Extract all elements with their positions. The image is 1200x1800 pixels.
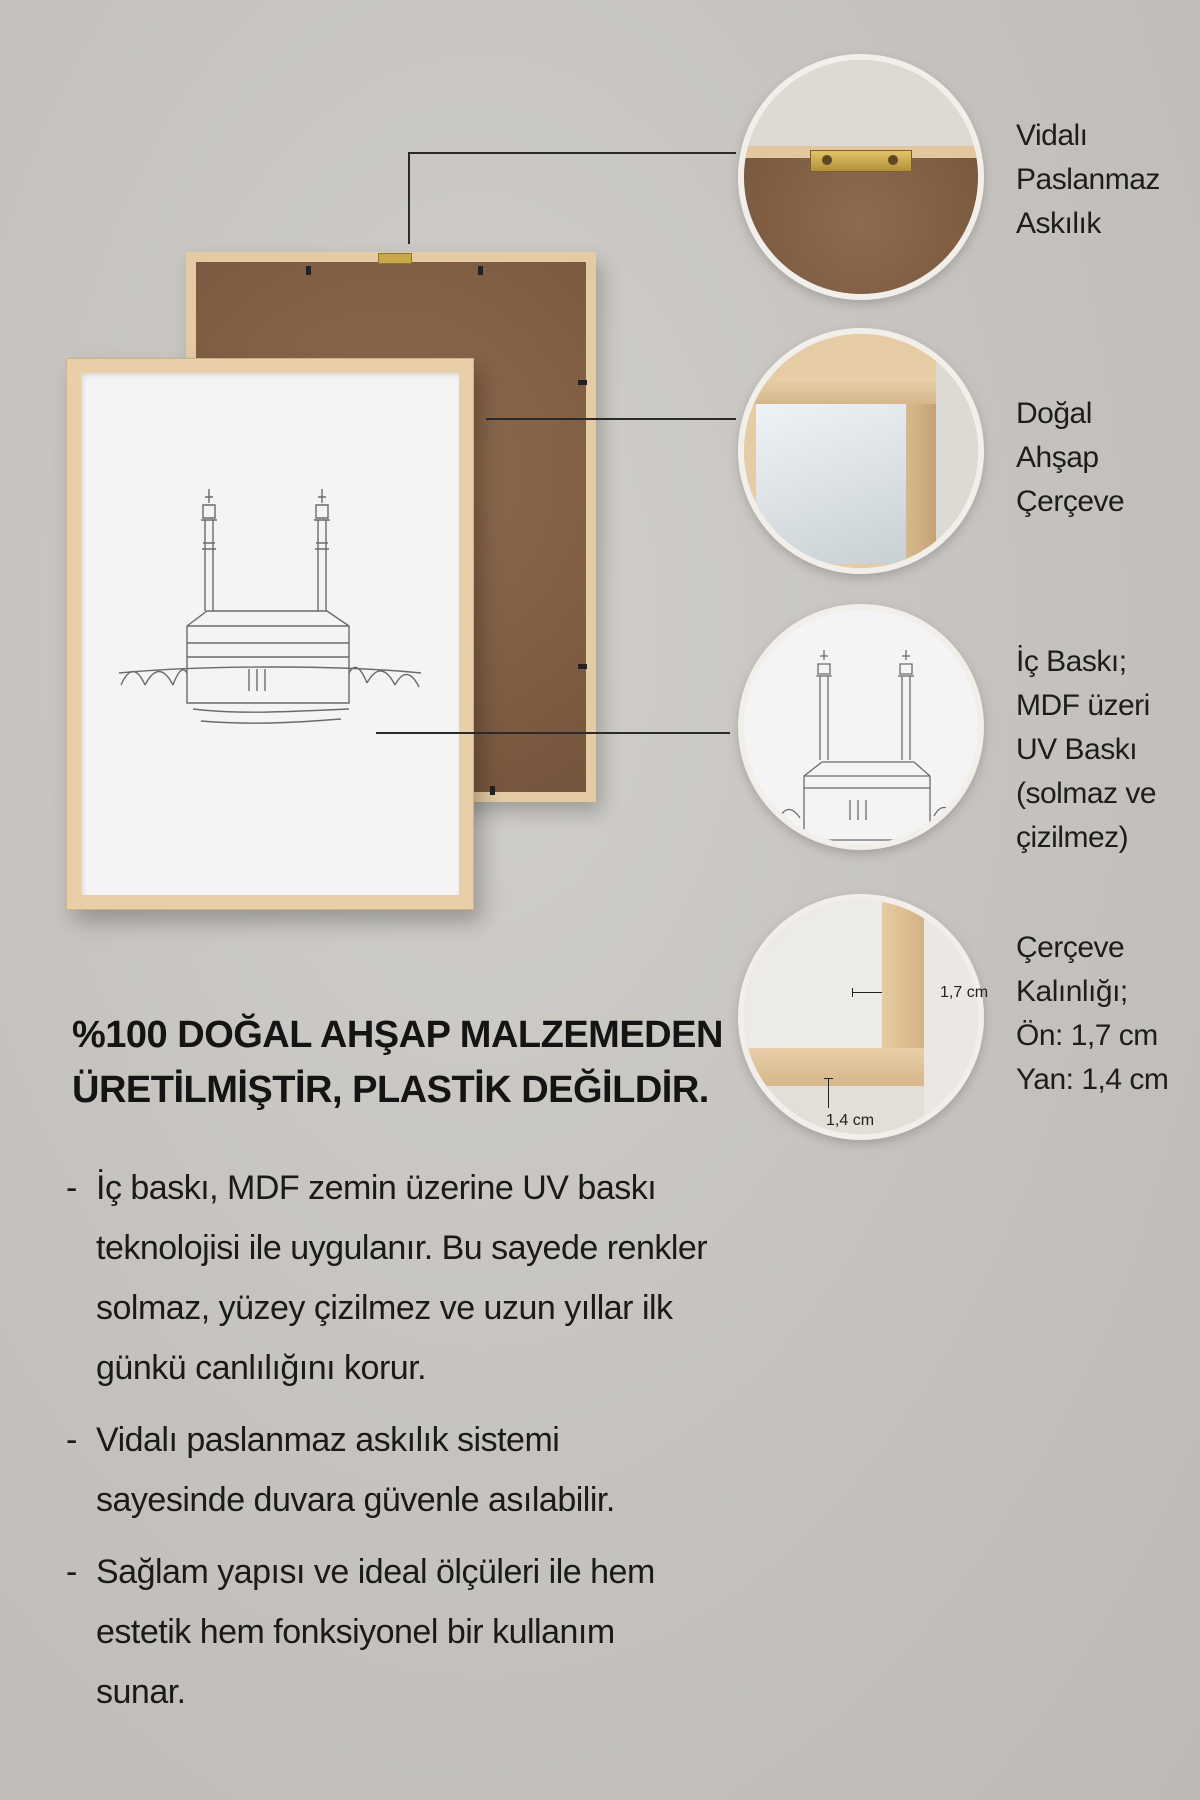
clip-icon (306, 266, 311, 275)
feature-list (66, 1158, 786, 1734)
front-thickness-label: 1,7 cm (940, 984, 989, 1001)
print-closeup-icon (738, 604, 984, 850)
callout-hanger-label: Vidalı Paslanmaz Askılık (1016, 119, 1160, 240)
list-item: - İç baskı, MDF zemin üzerine UV baskı teknolojisi ile uygulanır. Bu sayede renkler solmaz, yüzey çizilmez ve uzun yıllar ilk günkü canlılığını korur. (66, 1169, 708, 1387)
frame-front-view (66, 358, 474, 910)
frame-thickness-icon (738, 894, 984, 1140)
connector-line (486, 418, 736, 420)
kaaba-line-art (81, 373, 459, 895)
connector-line (408, 152, 736, 154)
callout-thickness-label: Çerçeve Kalınlığı; Ön: 1,7 cm Yan: 1,4 cm (1016, 931, 1169, 1096)
callout-frame-label: Doğal Ahşap Çerçeve (1016, 397, 1125, 518)
list-item: - Vidalı paslanmaz askılık sistemi sayesinde duvara güvenle asılabilir. (66, 1421, 615, 1519)
list-item: - Sağlam yapısı ve ideal ölçüleri ile hem estetik hem fonksiyonel bir kullanım sunar. (66, 1553, 655, 1711)
connector-line (408, 152, 410, 244)
callout-print-label: İç Baskı; MDF üzeri UV Baskı (solmaz ve çizilmez) (1016, 645, 1157, 854)
clip-icon (578, 664, 587, 669)
clip-icon (478, 266, 483, 275)
hanger-icon (378, 253, 412, 264)
clip-icon (578, 380, 587, 385)
side-thickness-label: 1,4 cm (826, 1112, 875, 1129)
frame-corner-icon (738, 328, 984, 574)
connector-line (376, 732, 730, 734)
headline: %100 DOĞAL AHŞAP MALZEMEDEN ÜRETİLMİŞTİR, PLASTİK DEĞİLDİR. (72, 1014, 723, 1111)
hanger-closeup-icon (738, 54, 984, 300)
clip-icon (490, 786, 495, 795)
